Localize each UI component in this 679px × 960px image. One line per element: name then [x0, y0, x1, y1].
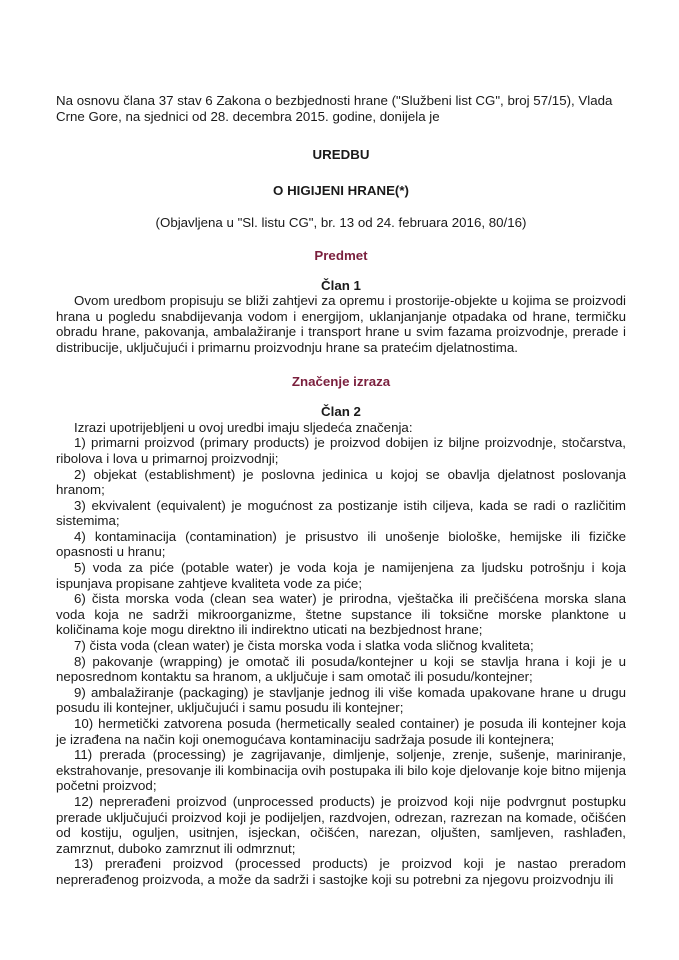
- article-1-heading: Član 1: [321, 277, 361, 293]
- definitions-list: [56, 435, 626, 887]
- section-heading-znacenje-izraza: Značenje izraza: [291, 373, 391, 389]
- list-item: 10) hermetički zatvorena posuda (hermetically sealed container) je posuda ili kontejner koja je izrađena na način koji onemogućava kontaminaciju sadržaja posude ili kontejnera;: [56, 716, 626, 747]
- list-item: 4) kontaminacija (contamination) je prisustvo ili unošenje biološke, hemijske ili fizičke opasnosti u hranu;: [56, 528, 626, 560]
- document-title: UREDBU: [312, 147, 370, 163]
- preamble: Na osnovu člana 37 stav 6 Zakona o bezbjednosti hrane ("Službeni list CG", broj 57/15), Vlada Crne Gore, na sjednici od 28. decembra 2015. godine, donijela je: [56, 93, 613, 124]
- list-item: 1) primarni proizvod (primary products) je proizvod dobijen iz biljne proizvodnje, stočarstva, ribolova i lova u primarnoj proizvodnji;: [56, 435, 626, 466]
- section-heading-predmet: Predmet: [314, 247, 368, 263]
- article-1-text: Ovom uredbom propisuju se bliži zahtjevi za opremu i prostorije-objekte u kojima se proizvodi hrana u pogledu snabdijevanja vodom i energijom, uklanjanjanje otpadaka od hrane, termičku obradu hrane, pakovanja, ambalažiranje i transport hrane u svim fazama proizvodnje, prerade i distribucije, uključujući i primarnu proizvodnju hrane sa pratećim djelatnostima.: [56, 293, 626, 355]
- list-item: 13) prerađeni proizvod (processed products) je proizvod koji je nastao preradom neprerađenog proizvoda, a može da sadrži i sastojke koji su potrebni za njegovu proizvodnju ili: [56, 856, 626, 887]
- list-item: 9) ambalažiranje (packaging) je stavljanje jednog ili više komada upakovane hrane u drugu posudu ili kontejner, uključujući i samu posudu ili kontejner;: [56, 684, 626, 716]
- article-2-heading: Član 2: [321, 404, 361, 420]
- document-body: [56, 93, 626, 888]
- list-item: 2) objekat (establishment) je poslovna jedinica u kojoj se obavlja djelatnost poslovanja hranom;: [56, 466, 626, 498]
- list-item: 8) pakovanje (wrapping) je omotač ili posuda/kontejner u koji se stavlja hrana i koji je u neposrednom kontaktu sa hranom, a uključuje i sam omotač ili posudu/kontejner;: [56, 653, 626, 685]
- list-item: 7) čista voda (clean water) je čista morska voda i slatka voda sličnog kvaliteta;: [74, 638, 534, 654]
- list-item: 3) ekvivalent (equivalent) je mogućnost za postizanje istih ciljeva, kada se radi o različitim sistemima;: [56, 497, 626, 529]
- publication-note: (Objavljena u "Sl. listu CG", br. 13 od 24. februara 2016, 80/16): [155, 215, 527, 231]
- list-item: 6) čista morska voda (clean sea water) je prirodna, vještačka ili prečišćena morska slana voda koja ne sadrži mikroorganizme, štetne supstance ili toksične morske planktone u količinama koje mogu direktno ili indirektno uticati na bezbjednost hrane;: [56, 591, 626, 638]
- list-item: 11) prerada (processing) je zagrijavanje, dimljenje, soljenje, zrenje, sušenje, mariniranje, ekstrahovanje, presovanje ili kombinacija ovih postupaka ili bilo koje djelovanje koje bitno mijenja početni proizvod;: [56, 747, 626, 794]
- document-subtitle: O HIGIJENI HRANE(*): [273, 182, 409, 198]
- article-2-lead: Izrazi upotrijebljeni u ovoj uredbi imaju sljedeća značenja:: [74, 419, 413, 435]
- list-item: 12) neprerađeni proizvod (unprocessed products) je proizvod koji nije podvrgnut postupku prerade uključujući proizvod koji je podijeljen, razdvojen, odrezan, razrezan na komade, očišćen od kostiju, oguljen, usitnjen, isjeckan, očišćen, narezan, oljušten, samljeven, rashlađen, zamrznut, duboko zamrznut ili odmrznut;: [56, 793, 626, 856]
- list-item: 5) voda za piće (potable water) je voda koja je namijenjena za ljudsku potrošnju i koja ispunjava propisane zahtjeve kvaliteta vode za piće;: [56, 560, 626, 591]
